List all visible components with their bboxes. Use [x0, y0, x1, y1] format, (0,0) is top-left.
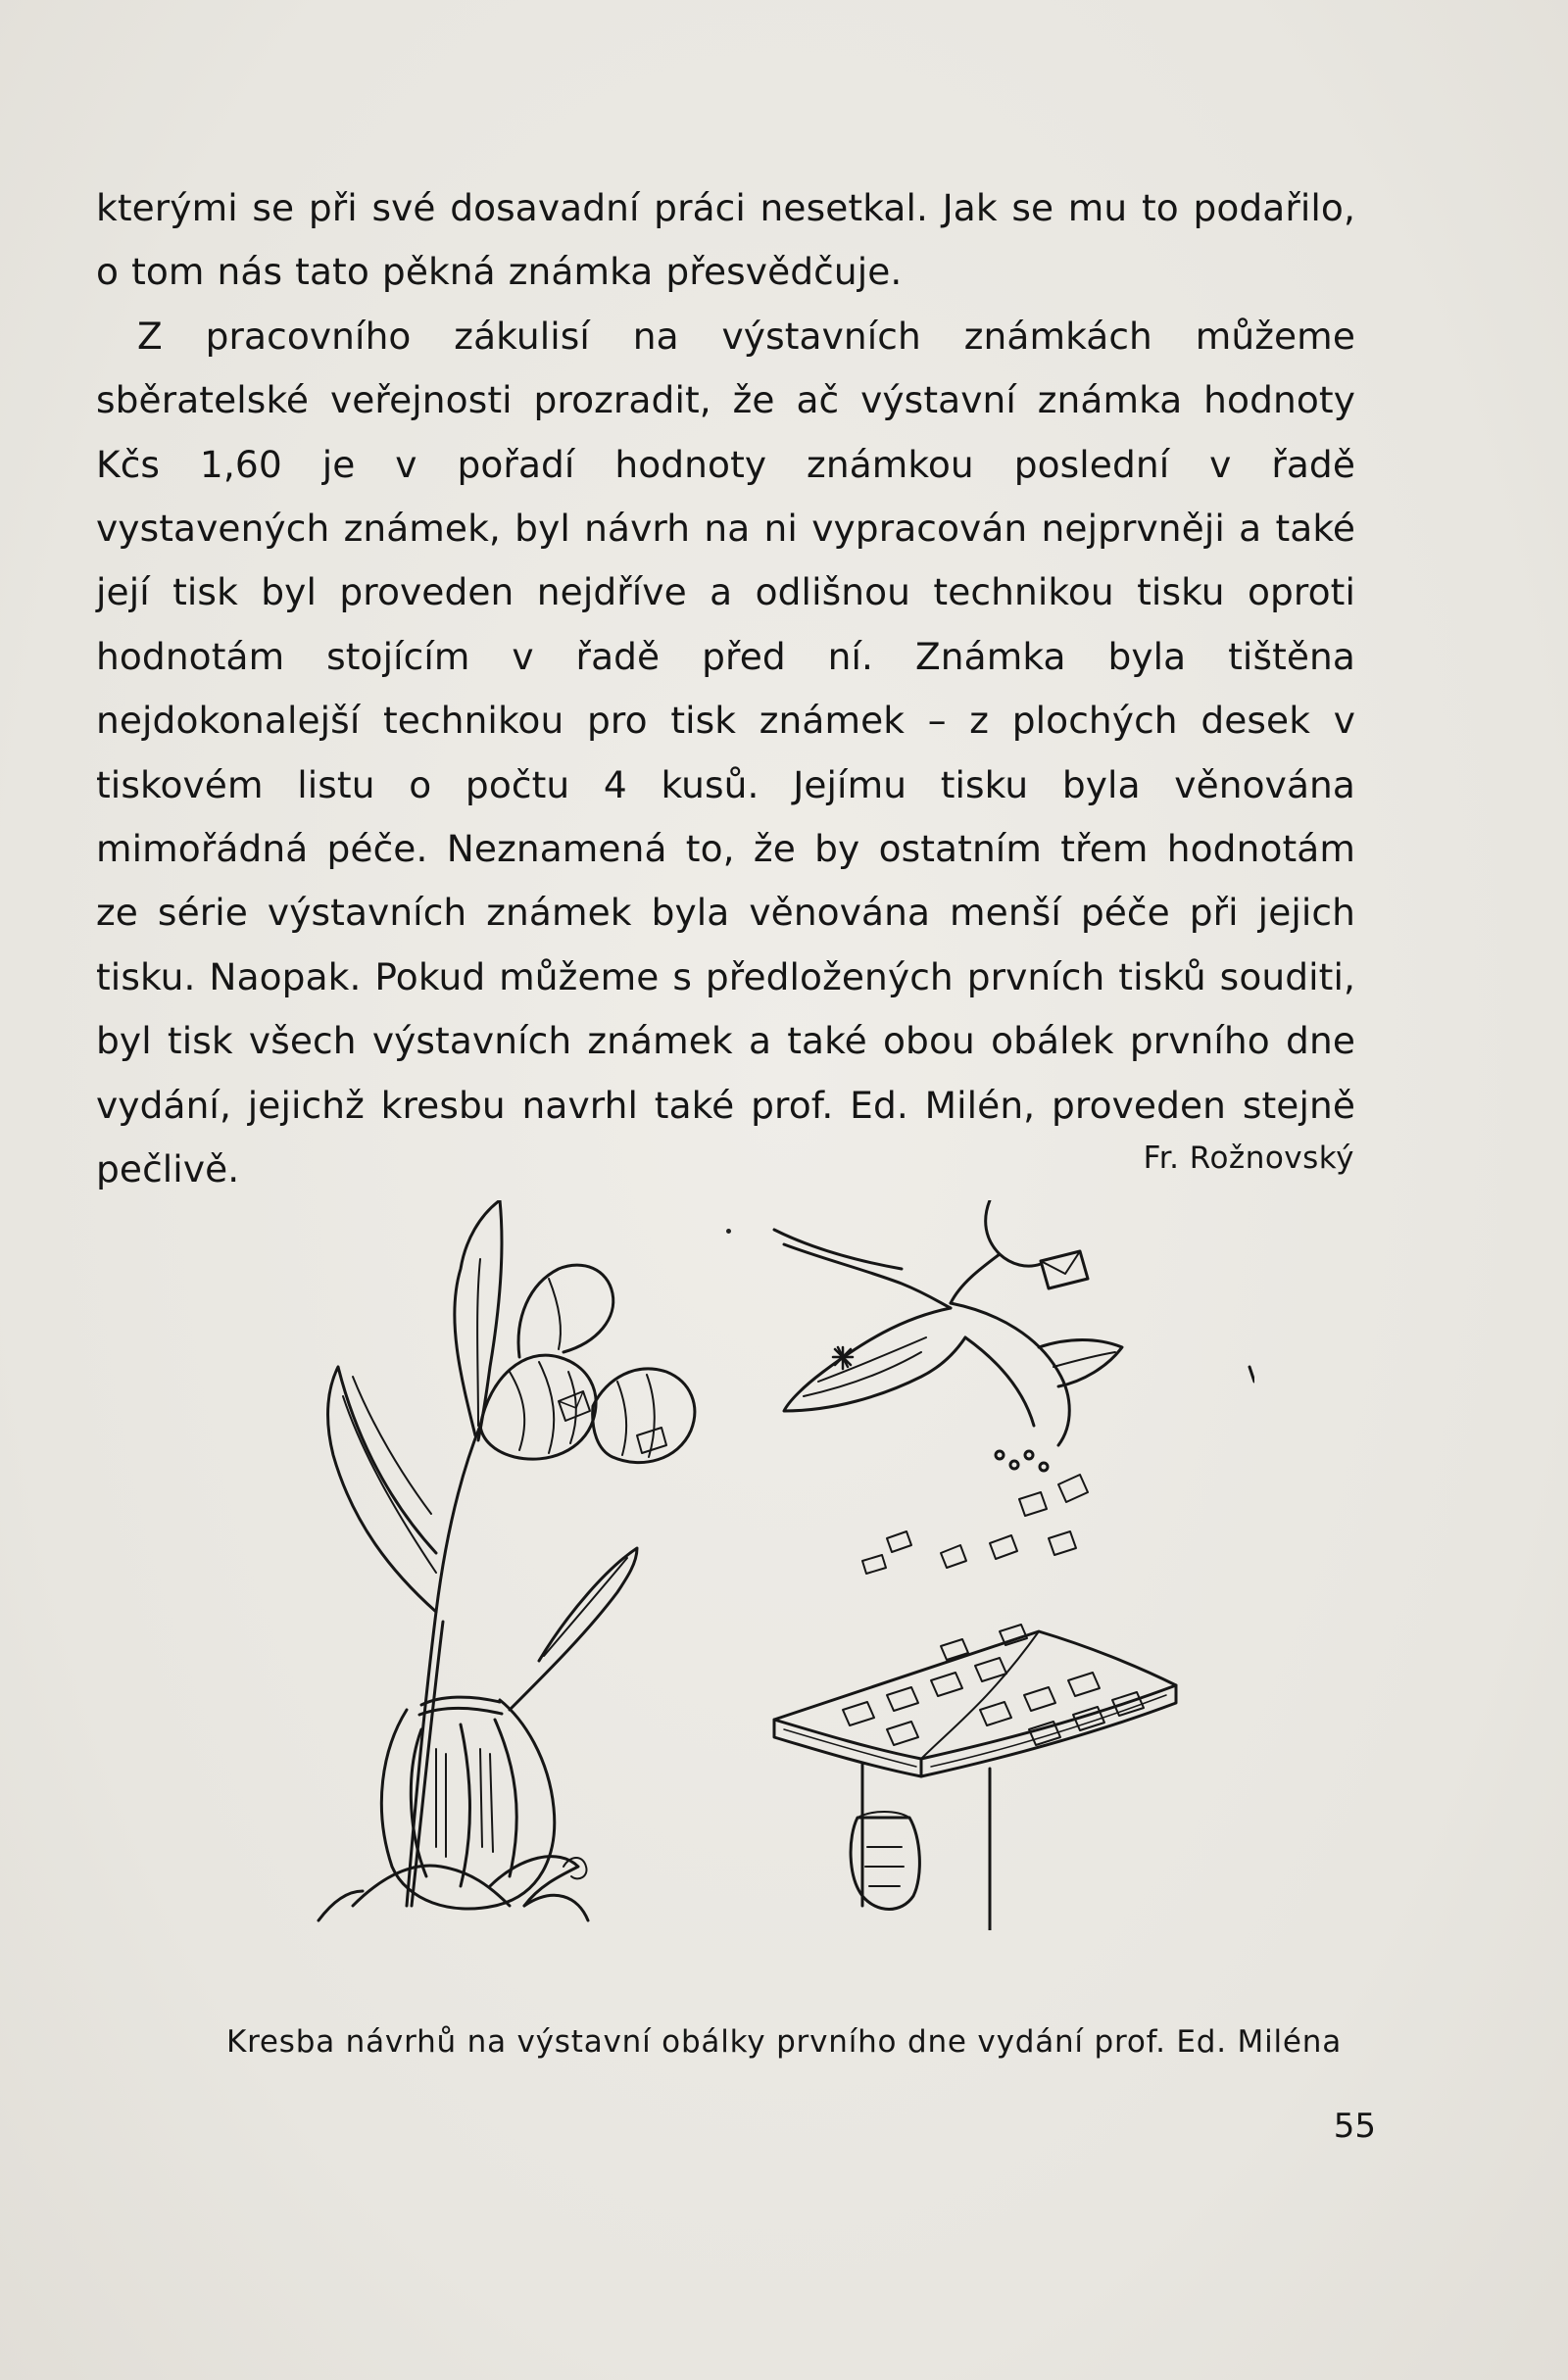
- swallow-book-drawing-icon: [774, 1200, 1254, 1930]
- illustration-caption: Kresba návrhů na výstavní obálky prvního dne vydání prof. Ed. Miléna: [225, 2024, 1343, 2060]
- page-number: 55: [1333, 2107, 1376, 2146]
- paragraph-1: kterými se při své dosavadní práci nesetkal. Jak se mu to podařilo, o tom nás tato pěkná známka přesvědčuje.: [96, 186, 1355, 294]
- flower-vase-drawing-icon: [318, 1200, 695, 1920]
- paragraph-2: Z pracovního zákulisí na výstavních známkách můžeme sběratelské veřejnosti prozradit, že ač výstavní známka hodnoty Kčs 1,60 je v pořadí hodnoty známkou poslední v řadě vystavených známek, byl návrh na ni vypracován nejprvněji a také její tisk byl proveden nejdříve a odlišnou technikou tisku oproti hodnotám stojícím v řadě před ní. Známka byla tištěna nejdokonalejší technikou pro tisk známek – z plochých desek v tiskovém listu o počtu 4 kusů. Jejímu tisku byla věnována mimořádná péče. Neznamená to, že by ostatním třem hodnotám ze série výstavních známek byla věnována menší péče při jejich tisku. Naopak. Pokud můžeme s předložených prvních tisků souditi, byl tisk všech výstavních známek a také obou obálek prvního dne vydání, jejichž kresbu navrhl také prof. Ed. Milén, proveden stejně pečlivě.: [96, 314, 1355, 1191]
- author-signature: Fr. Rožnovský: [1143, 1141, 1354, 1176]
- article-body: [96, 176, 1355, 1202]
- illustration: [314, 1200, 1254, 1930]
